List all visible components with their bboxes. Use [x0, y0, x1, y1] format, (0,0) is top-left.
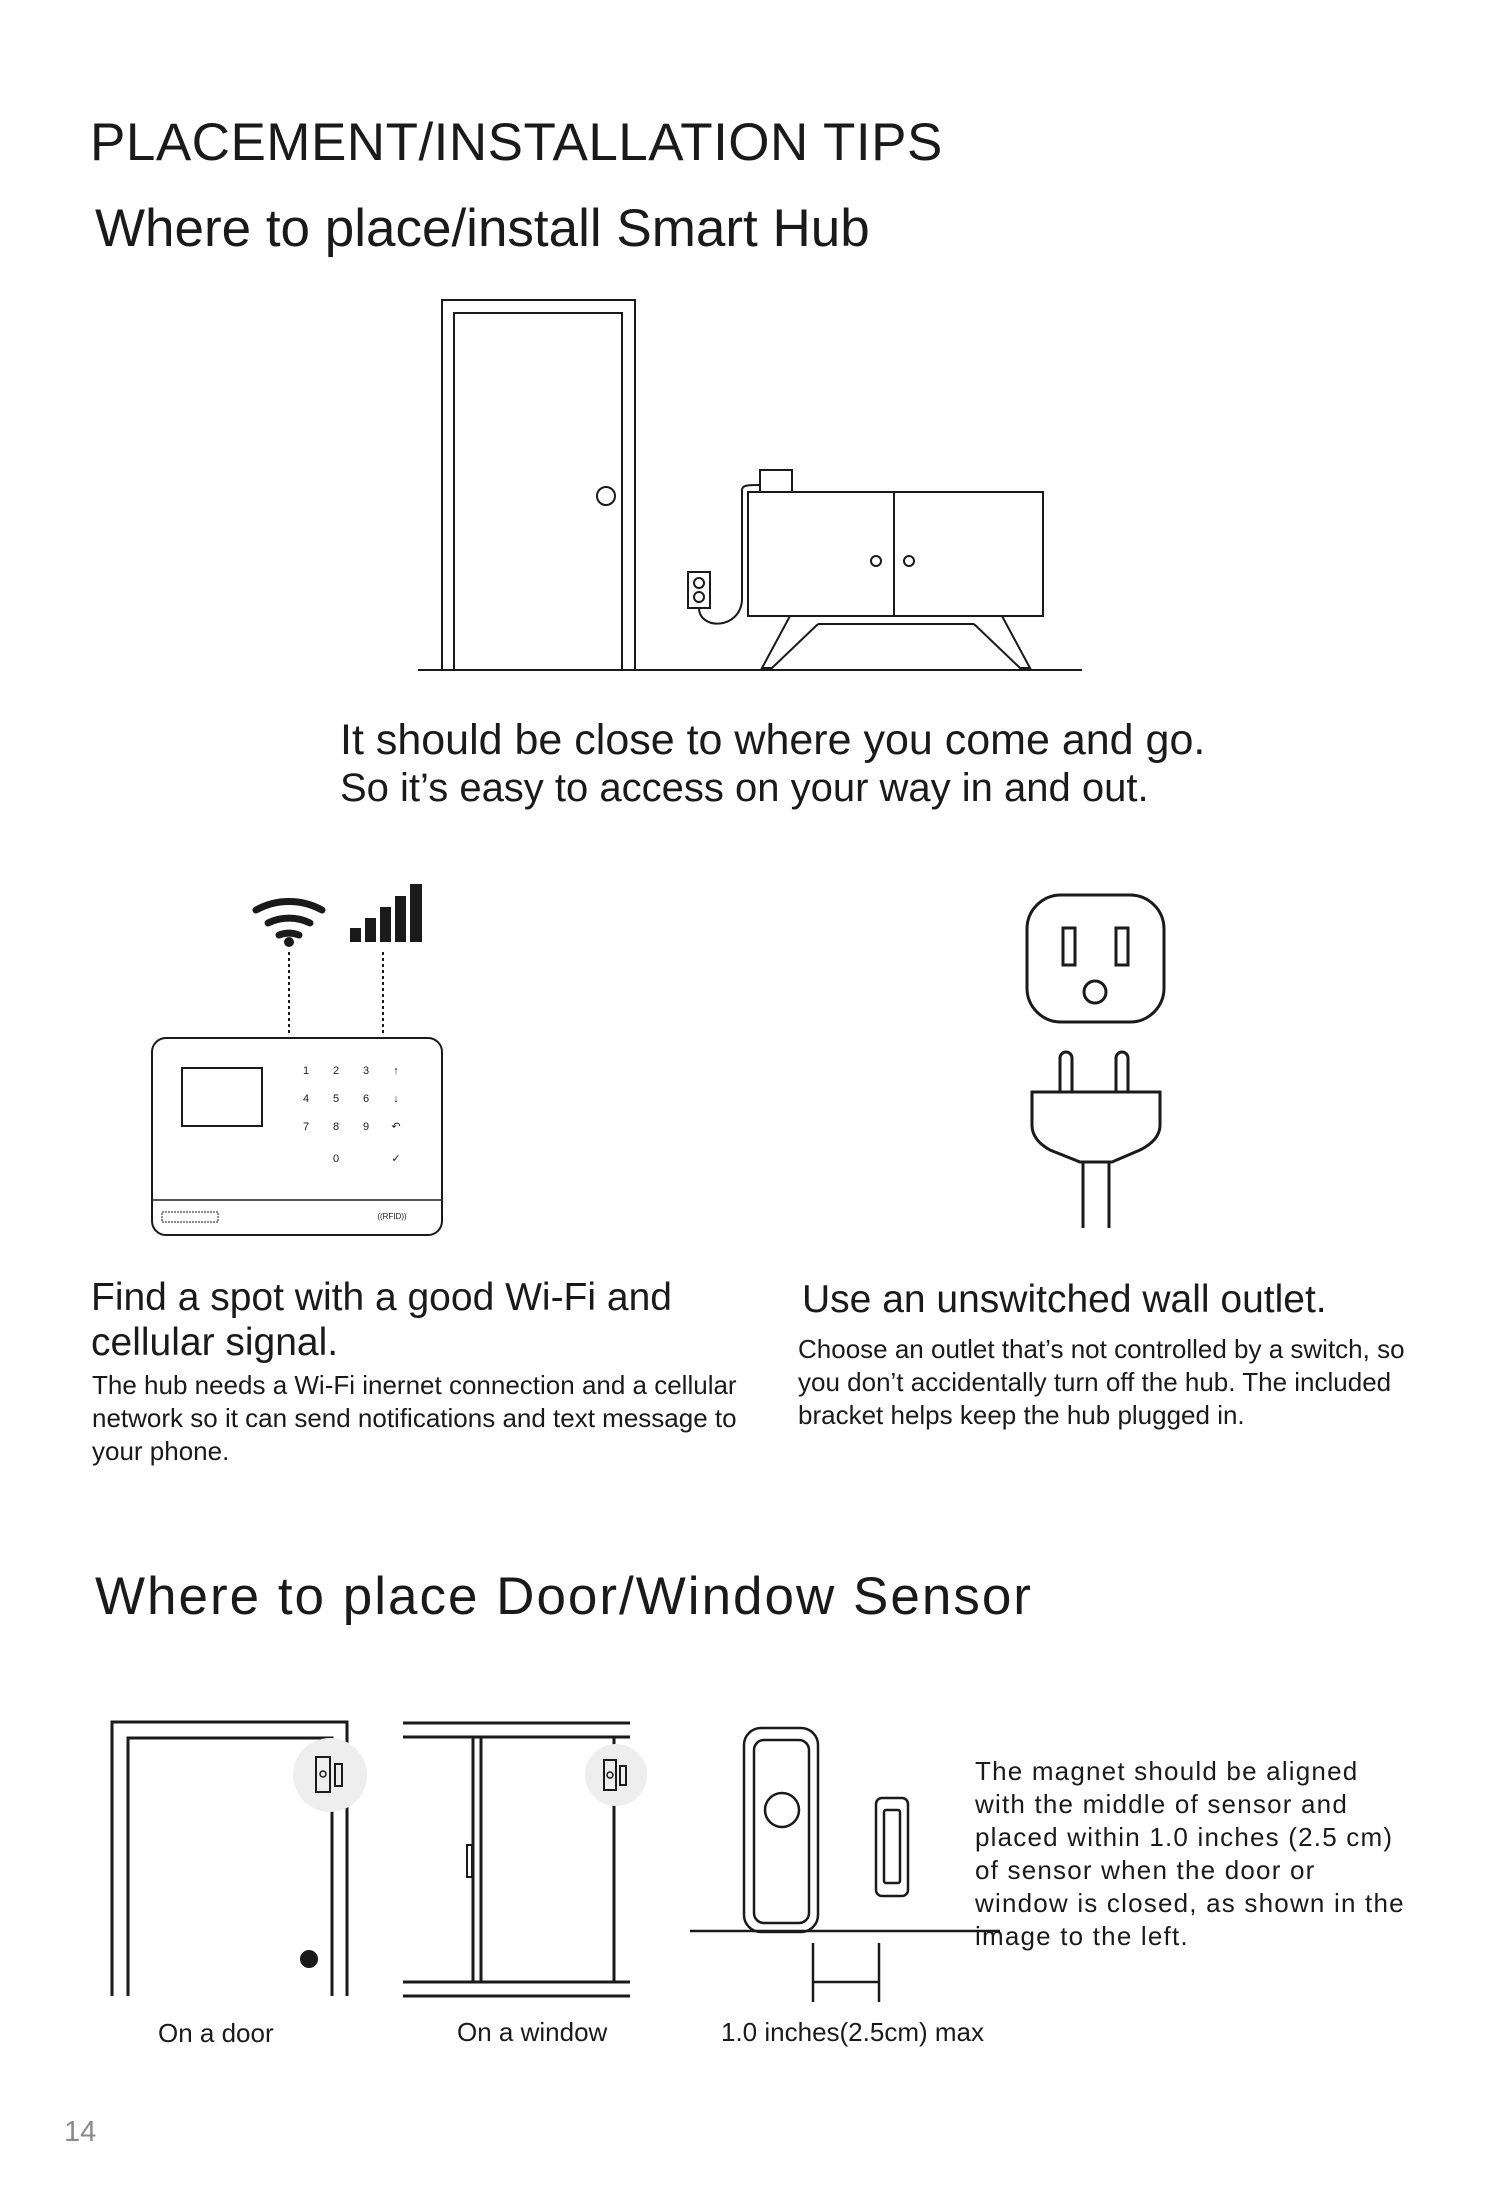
keypad-key: ↑: [393, 1065, 399, 1077]
outlet-tip-heading: Use an unswitched wall outlet.: [802, 1278, 1327, 1321]
caption-distance-max: 1.0 inches(2.5cm) max: [721, 2017, 984, 2047]
sensor-section-heading: Where to place Door/Window Sensor: [95, 1567, 1033, 1626]
caption-on-a-door: On a door: [158, 2018, 274, 2048]
door-sensor-badge-icon: [293, 1738, 367, 1812]
keypad-key: ↓: [393, 1093, 399, 1105]
keypad-key: 9: [362, 1121, 370, 1133]
page-number: 14: [64, 2116, 97, 2148]
sensor-magnet-diagram: [690, 1728, 1000, 2002]
hub-lead-line-1: It should be close to where you come and go.: [340, 716, 1206, 764]
wifi-tip-body: The hub needs a Wi-Fi inernet connection and a cellular network so it can send notifications and text message to your phone.: [92, 1370, 737, 1466]
window-sensor-badge-icon: [585, 1744, 647, 1806]
magnet-icon: [876, 1798, 908, 1896]
keypad-key: 7: [302, 1121, 310, 1133]
outlet-tip-body: Choose an outlet that’s not controlled by a switch, so you don’t accidentally turn off the hub. The included bracket helps keep the hub plugged in.: [798, 1334, 1405, 1430]
keypad-key: 8: [332, 1121, 340, 1133]
keypad-key: ↶: [391, 1121, 401, 1133]
keypad-key: 5: [332, 1093, 340, 1105]
keypad-key: ✓: [391, 1153, 401, 1165]
wifi-tip-heading-line-1: Find a spot with a good Wi-Fi and: [91, 1276, 672, 1319]
hub-section-heading: Where to place/install Smart Hub: [95, 199, 870, 258]
rfid-label: ((RFID)): [377, 1212, 407, 1221]
keypad-key: 1: [302, 1065, 310, 1077]
keypad-key: 2: [332, 1065, 340, 1077]
wifi-tip-heading-line-2: cellular signal.: [91, 1321, 339, 1364]
keypad-key: 4: [302, 1093, 310, 1105]
keypad-key: 0: [332, 1153, 340, 1165]
keypad-key: 3: [362, 1065, 370, 1077]
caption-on-a-window: On a window: [457, 2017, 608, 2047]
magnet-alignment-note: The magnet should be aligned with the middle of sensor and placed within 1.0 inches (2.5 cm) of sensor when the door or window is closed, as shown in the image to the left.: [975, 1756, 1405, 1951]
keypad-key: 6: [362, 1093, 370, 1105]
page-title: PLACEMENT/INSTALLATION TIPS: [90, 113, 943, 172]
hub-lead-line-2: So it’s easy to access on your way in and out.: [340, 766, 1149, 810]
